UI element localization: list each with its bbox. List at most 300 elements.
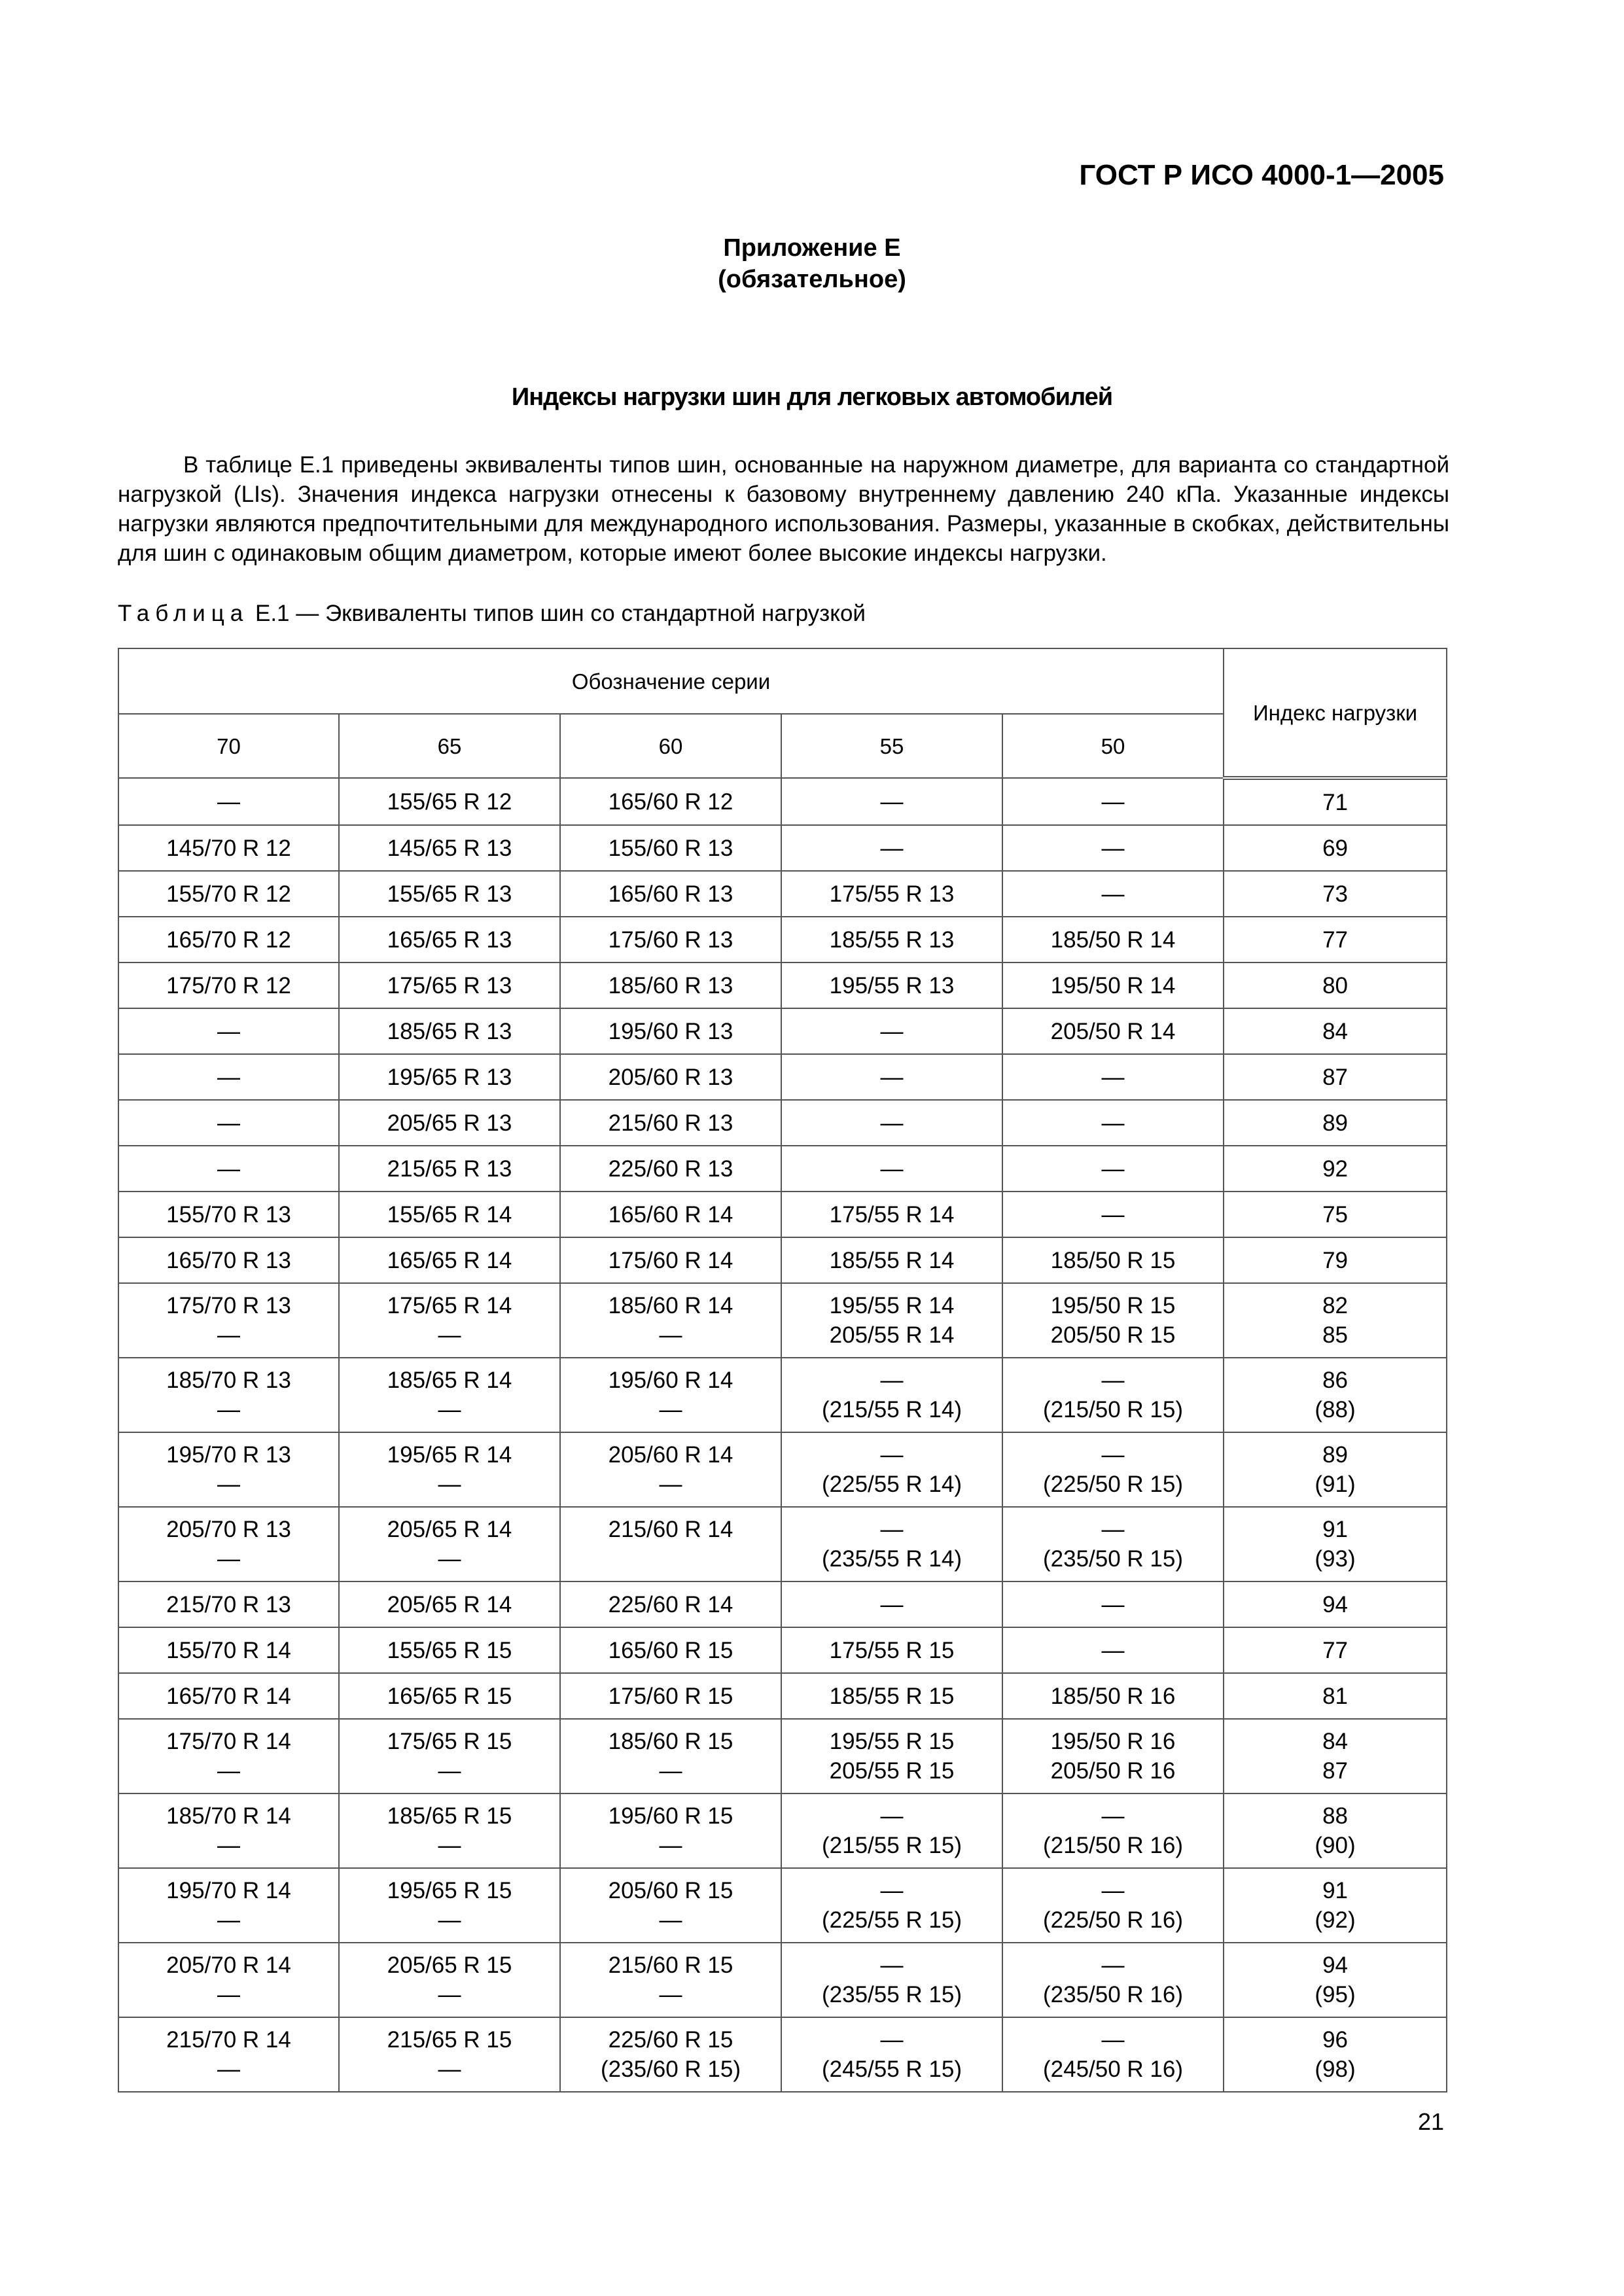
tire-size-cell bbox=[1002, 1673, 1224, 1719]
cell-line: (215/50 R 15) bbox=[1043, 1397, 1184, 1422]
cell-line: 92 bbox=[1322, 1156, 1348, 1182]
tire-size-cell bbox=[1002, 1283, 1224, 1358]
tire-size-cell bbox=[1002, 1432, 1224, 1507]
cell-line: 195/55 R 15 bbox=[829, 1729, 955, 1754]
tire-size-cell bbox=[781, 1358, 1002, 1432]
cell-line: — bbox=[1101, 1591, 1125, 1617]
cell-line: 185/65 R 14 bbox=[387, 1368, 512, 1393]
cell-line: 175/70 R 14 bbox=[166, 1729, 291, 1754]
tire-size-cell bbox=[560, 1100, 781, 1146]
tire-size-cell bbox=[1002, 825, 1224, 871]
load-index-cell bbox=[1224, 871, 1447, 917]
tire-size-cell bbox=[781, 1507, 1002, 1581]
table-row bbox=[118, 1146, 1447, 1192]
cell-line: 225/60 R 14 bbox=[608, 1591, 733, 1617]
cell-line: — bbox=[438, 1546, 461, 1572]
cell-line: 195/60 R 13 bbox=[608, 1018, 733, 1044]
table-row bbox=[118, 1507, 1447, 1581]
cell-line: 175/65 R 14 bbox=[387, 1293, 512, 1318]
tire-size-cell bbox=[339, 1719, 560, 1793]
cell-line: (215/55 R 14) bbox=[821, 1397, 962, 1422]
cell-line: — bbox=[217, 1472, 240, 1497]
tire-size-cell bbox=[781, 1283, 1002, 1358]
cell-line: (98) bbox=[1315, 2057, 1356, 2082]
cell-line: (235/55 R 15) bbox=[821, 1982, 962, 2007]
cell-line: 165/65 R 15 bbox=[387, 1683, 512, 1709]
cell-line: — bbox=[659, 1982, 682, 2007]
tire-size-cell bbox=[1002, 871, 1224, 917]
tire-size-cell bbox=[781, 1793, 1002, 1868]
cell-line: (225/50 R 16) bbox=[1043, 1907, 1184, 1933]
cell-line: — bbox=[217, 1397, 240, 1422]
cell-line: — bbox=[880, 2027, 904, 2053]
cell-line: 79 bbox=[1322, 1247, 1348, 1273]
cell-line: — bbox=[1101, 881, 1125, 907]
appendix-status: (обязательное) bbox=[718, 266, 906, 293]
cell-line: 155/70 R 14 bbox=[166, 1637, 291, 1663]
tire-size-cell bbox=[339, 1100, 560, 1146]
load-index-cell bbox=[1224, 1192, 1447, 1237]
tire-size-cell bbox=[560, 1673, 781, 1719]
cell-line: — bbox=[217, 1156, 240, 1182]
cell-line: 205/55 R 15 bbox=[829, 1758, 955, 1784]
cell-line: 165/70 R 13 bbox=[166, 1247, 291, 1273]
table-caption bbox=[118, 601, 866, 627]
cell-line: 155/65 R 13 bbox=[387, 881, 512, 907]
tire-size-cell bbox=[339, 963, 560, 1008]
tire-size-cell bbox=[339, 1008, 560, 1054]
cell-line: (88) bbox=[1315, 1397, 1356, 1422]
cell-line: — bbox=[1101, 1110, 1125, 1136]
tire-size-cell bbox=[560, 1358, 781, 1432]
tire-size-cell bbox=[781, 778, 1002, 825]
tire-size-cell bbox=[118, 1146, 339, 1192]
table-row bbox=[118, 1719, 1447, 1793]
tire-size-cell bbox=[339, 1581, 560, 1627]
cell-line: — bbox=[1101, 1201, 1125, 1227]
cell-line: 165/70 R 14 bbox=[166, 1683, 291, 1709]
load-index-cell bbox=[1224, 1008, 1447, 1054]
tire-size-cell bbox=[1002, 1146, 1224, 1192]
cell-line: 175/60 R 15 bbox=[608, 1683, 733, 1709]
cell-line: 69 bbox=[1322, 835, 1348, 861]
cell-line: — bbox=[438, 1397, 461, 1422]
tire-size-cell bbox=[339, 825, 560, 871]
tire-size-cell bbox=[781, 963, 1002, 1008]
cell-line: — bbox=[880, 1156, 904, 1182]
tire-size-cell bbox=[560, 963, 781, 1008]
table-row bbox=[118, 1627, 1447, 1673]
cell-line: 205/60 R 15 bbox=[608, 1878, 733, 1903]
cell-line: — bbox=[659, 1472, 682, 1497]
cell-line: (225/50 R 15) bbox=[1043, 1472, 1184, 1497]
cell-line: 205/50 R 14 bbox=[1050, 1018, 1176, 1044]
tire-size-cell bbox=[781, 1943, 1002, 2017]
tire-size-cell bbox=[339, 1283, 560, 1358]
tire-size-cell bbox=[339, 1507, 560, 1581]
cell-line: 77 bbox=[1322, 1637, 1348, 1663]
cell-line: 205/60 R 13 bbox=[608, 1064, 733, 1090]
load-index-cell bbox=[1224, 1581, 1447, 1627]
tire-size-cell bbox=[781, 1146, 1002, 1192]
tire-size-cell bbox=[118, 963, 339, 1008]
tire-size-cell bbox=[118, 1943, 339, 2017]
tire-size-cell bbox=[1002, 1581, 1224, 1627]
cell-line: — bbox=[880, 1368, 904, 1393]
cell-line: (235/50 R 15) bbox=[1043, 1546, 1184, 1572]
load-index-cell bbox=[1224, 1868, 1447, 1943]
tire-size-cell bbox=[560, 1581, 781, 1627]
cell-line: (235/50 R 16) bbox=[1043, 1982, 1184, 2007]
cell-line: 185/60 R 14 bbox=[608, 1293, 733, 1318]
cell-line: — bbox=[217, 1546, 240, 1572]
cell-line: — bbox=[880, 1517, 904, 1542]
cell-line: 205/65 R 15 bbox=[387, 1952, 512, 1978]
table-row bbox=[118, 1054, 1447, 1100]
tire-size-cell bbox=[781, 1192, 1002, 1237]
cell-line: — bbox=[438, 1982, 461, 2007]
table-row bbox=[118, 963, 1447, 1008]
load-index-cell bbox=[1224, 1358, 1447, 1432]
tire-size-cell bbox=[118, 871, 339, 917]
tire-size-cell bbox=[339, 1054, 560, 1100]
cell-line: 195/50 R 15 bbox=[1050, 1293, 1176, 1318]
cell-line: 215/65 R 13 bbox=[387, 1156, 512, 1182]
tire-size-cell bbox=[781, 1719, 1002, 1793]
cell-line: (93) bbox=[1315, 1546, 1356, 1572]
tire-size-cell bbox=[560, 1943, 781, 2017]
cell-line: 155/65 R 14 bbox=[387, 1201, 512, 1227]
tire-size-cell bbox=[560, 1868, 781, 1943]
cell-line: 195/50 R 14 bbox=[1050, 972, 1176, 998]
tire-size-cell bbox=[339, 1673, 560, 1719]
cell-line: 205/55 R 14 bbox=[829, 1322, 955, 1348]
cell-line: — bbox=[217, 1110, 240, 1136]
cell-line: 205/65 R 14 bbox=[387, 1591, 512, 1617]
load-index-cell bbox=[1224, 917, 1447, 963]
cell-line: 71 bbox=[1322, 789, 1348, 815]
cell-line: 175/65 R 15 bbox=[387, 1729, 512, 1754]
tire-size-cell bbox=[339, 1358, 560, 1432]
cell-line: 89 bbox=[1322, 1110, 1348, 1136]
cell-line: 84 bbox=[1322, 1729, 1348, 1754]
series-header: 65 bbox=[339, 714, 560, 778]
series-header: 50 bbox=[1002, 714, 1224, 778]
cell-line: — bbox=[217, 1322, 240, 1348]
cell-line: 165/60 R 15 bbox=[608, 1637, 733, 1663]
table-row bbox=[118, 1237, 1447, 1283]
cell-line: 215/70 R 13 bbox=[166, 1591, 291, 1617]
cell-line: 195/60 R 15 bbox=[608, 1803, 733, 1829]
cell-line: — bbox=[1101, 1368, 1125, 1393]
cell-line: (90) bbox=[1315, 1833, 1356, 1858]
tire-size-cell bbox=[118, 1283, 339, 1358]
intro-paragraph: В таблице Е.1 приведены эквиваленты типов шин, основанные на наружном диаметре, для варианта со стандартной нагрузкой (LIs). Значения индекса нагрузки отнесены к базовому внутреннему давлению 240 кПа. Указанные индексы нагрузки являются предпочтительными для международного использования. Размеры, указанные в скобках, действительны для шин с одинаковым общим диаметром, которые имеют более высокие индексы нагрузки. bbox=[118, 452, 1449, 566]
load-index-cell bbox=[1224, 825, 1447, 871]
cell-line: 195/70 R 14 bbox=[166, 1878, 291, 1903]
cell-line: 215/65 R 15 bbox=[387, 2027, 512, 2053]
cell-line: 175/55 R 15 bbox=[829, 1637, 955, 1663]
table-row bbox=[118, 1432, 1447, 1507]
cell-line: 215/60 R 15 bbox=[608, 1952, 733, 1978]
cell-line: — bbox=[217, 1064, 240, 1090]
table-row bbox=[118, 825, 1447, 871]
tire-size-cell bbox=[781, 1008, 1002, 1054]
tire-size-cell bbox=[560, 1627, 781, 1673]
tire-size-cell bbox=[118, 917, 339, 963]
tire-size-cell bbox=[1002, 1507, 1224, 1581]
cell-line: — bbox=[1101, 1878, 1125, 1903]
table-row bbox=[118, 1100, 1447, 1146]
load-index-cell bbox=[1224, 1054, 1447, 1100]
cell-line: 185/50 R 14 bbox=[1050, 927, 1176, 953]
tire-size-cell bbox=[339, 1793, 560, 1868]
cell-line: (225/55 R 15) bbox=[821, 1907, 962, 1933]
tire-size-cell bbox=[560, 1793, 781, 1868]
cell-line: 185/55 R 14 bbox=[829, 1247, 955, 1273]
page-number: 21 bbox=[1417, 2108, 1444, 2135]
cell-line: 195/65 R 13 bbox=[387, 1064, 512, 1090]
table-row bbox=[118, 1673, 1447, 1719]
cell-line: 155/70 R 13 bbox=[166, 1201, 291, 1227]
tire-size-cell bbox=[118, 1868, 339, 1943]
tire-size-cell bbox=[339, 1432, 560, 1507]
load-index-cell bbox=[1224, 1507, 1447, 1581]
annex-title: Индексы нагрузки шин для легковых автомобилей bbox=[511, 383, 1113, 411]
load-index-cell bbox=[1224, 1146, 1447, 1192]
tire-size-cell bbox=[118, 1673, 339, 1719]
cell-line: — bbox=[1101, 1517, 1125, 1542]
tire-size-cell bbox=[118, 1100, 339, 1146]
table-row bbox=[118, 1581, 1447, 1627]
tire-size-cell bbox=[781, 1100, 1002, 1146]
tire-size-cell bbox=[118, 1358, 339, 1432]
cell-line: 165/65 R 14 bbox=[387, 1247, 512, 1273]
cell-line: 155/70 R 12 bbox=[166, 881, 291, 907]
cell-line: 225/60 R 15 bbox=[608, 2027, 733, 2053]
cell-line: — bbox=[1101, 1156, 1125, 1182]
load-index-cell bbox=[1224, 1100, 1447, 1146]
cell-line: 195/60 R 14 bbox=[608, 1368, 733, 1393]
table-row bbox=[118, 1283, 1447, 1358]
cell-line: — bbox=[880, 1878, 904, 1903]
cell-line: — bbox=[217, 788, 240, 815]
tire-size-cell bbox=[339, 1627, 560, 1673]
cell-line: — bbox=[217, 1833, 240, 1858]
load-index-cell bbox=[1224, 778, 1447, 825]
cell-line: (225/55 R 14) bbox=[821, 1472, 962, 1497]
tire-size-cell bbox=[560, 1146, 781, 1192]
tire-size-cell bbox=[118, 1507, 339, 1581]
cell-line: — bbox=[217, 2057, 240, 2082]
load-index-cell bbox=[1224, 1943, 1447, 2017]
load-index-cell bbox=[1224, 1432, 1447, 1507]
cell-line: 88 bbox=[1322, 1803, 1348, 1829]
cell-line: 165/60 R 14 bbox=[608, 1201, 733, 1227]
cell-line: 84 bbox=[1322, 1018, 1348, 1044]
table-body bbox=[118, 778, 1447, 2092]
cell-line: (245/55 R 15) bbox=[821, 2057, 962, 2082]
tire-size-cell bbox=[560, 2017, 781, 2092]
tire-size-cell bbox=[118, 1719, 339, 1793]
tire-size-cell bbox=[118, 1627, 339, 1673]
cell-line: — bbox=[1101, 1803, 1125, 1829]
tire-size-cell bbox=[560, 1507, 781, 1581]
tire-size-cell bbox=[560, 917, 781, 963]
cell-line: 86 bbox=[1322, 1368, 1348, 1393]
tire-size-cell bbox=[781, 1673, 1002, 1719]
cell-line: — bbox=[1101, 2027, 1125, 2053]
cell-line: 185/65 R 15 bbox=[387, 1803, 512, 1829]
cell-line: — bbox=[659, 1758, 682, 1784]
tire-size-cell bbox=[781, 1054, 1002, 1100]
tire-size-cell bbox=[118, 1432, 339, 1507]
cell-line: 185/60 R 13 bbox=[608, 972, 733, 998]
cell-line: — bbox=[438, 2057, 461, 2082]
tire-size-cell bbox=[118, 1581, 339, 1627]
tire-size-cell bbox=[118, 825, 339, 871]
tire-size-cell bbox=[118, 1793, 339, 1868]
tire-size-cell bbox=[560, 1054, 781, 1100]
cell-line: (215/55 R 15) bbox=[821, 1833, 962, 1858]
cell-line: 165/70 R 12 bbox=[166, 927, 291, 953]
tire-size-cell bbox=[560, 1283, 781, 1358]
tire-size-cell bbox=[339, 778, 560, 825]
tire-size-cell bbox=[1002, 1054, 1224, 1100]
cell-line: 155/65 R 15 bbox=[387, 1637, 512, 1663]
cell-line: — bbox=[438, 1833, 461, 1858]
cell-line: 175/55 R 14 bbox=[829, 1201, 955, 1227]
cell-line: — bbox=[1101, 835, 1125, 861]
cell-line: (95) bbox=[1315, 1982, 1356, 2007]
cell-line: 205/65 R 14 bbox=[387, 1517, 512, 1542]
tire-size-cell bbox=[1002, 1237, 1224, 1283]
cell-line: 165/60 R 12 bbox=[608, 788, 733, 815]
cell-line: (245/50 R 16) bbox=[1043, 2057, 1184, 2082]
tire-size-cell bbox=[118, 1008, 339, 1054]
cell-line: 87 bbox=[1322, 1064, 1348, 1090]
cell-line: — bbox=[880, 788, 904, 815]
table-row bbox=[118, 871, 1447, 917]
tire-size-cell bbox=[339, 2017, 560, 2092]
tire-size-cell bbox=[1002, 917, 1224, 963]
table-row bbox=[118, 1868, 1447, 1943]
table-caption-text: Е.1 — Эквиваленты типов шин со стандартной нагрузкой bbox=[255, 601, 866, 626]
cell-line: 205/65 R 13 bbox=[387, 1110, 512, 1136]
tire-size-cell bbox=[339, 1868, 560, 1943]
load-index-cell bbox=[1224, 1627, 1447, 1673]
load-index-cell bbox=[1224, 963, 1447, 1008]
cell-line: 185/65 R 13 bbox=[387, 1018, 512, 1044]
cell-line: 94 bbox=[1322, 1952, 1348, 1978]
cell-line: — bbox=[438, 1472, 461, 1497]
cell-line: 165/60 R 13 bbox=[608, 881, 733, 907]
cell-line: — bbox=[438, 1907, 461, 1933]
series-header: 70 bbox=[118, 714, 339, 778]
tire-size-cell bbox=[1002, 2017, 1224, 2092]
tire-size-cell bbox=[560, 1719, 781, 1793]
appendix-title: Приложение Е bbox=[723, 234, 901, 262]
cell-line: 185/50 R 15 bbox=[1050, 1247, 1176, 1273]
cell-line: 185/60 R 15 bbox=[608, 1729, 733, 1754]
cell-line: — bbox=[880, 1110, 904, 1136]
cell-line: 81 bbox=[1322, 1683, 1348, 1709]
table-row bbox=[118, 778, 1447, 825]
tire-size-cell bbox=[118, 1237, 339, 1283]
cell-line: — bbox=[1101, 1952, 1125, 1978]
cell-line: 175/65 R 13 bbox=[387, 972, 512, 998]
cell-line: — bbox=[880, 1952, 904, 1978]
tire-size-cell bbox=[781, 871, 1002, 917]
load-index-header: Индекс нагрузки bbox=[1224, 648, 1447, 778]
cell-line: 89 bbox=[1322, 1442, 1348, 1468]
tire-size-cell bbox=[339, 1146, 560, 1192]
cell-line: 195/65 R 15 bbox=[387, 1878, 512, 1903]
table-row bbox=[118, 1943, 1447, 2017]
tire-size-cell bbox=[1002, 1793, 1224, 1868]
cell-line: 94 bbox=[1322, 1591, 1348, 1617]
tire-size-cell bbox=[1002, 963, 1224, 1008]
cell-line: 195/50 R 16 bbox=[1050, 1729, 1176, 1754]
tire-size-cell bbox=[1002, 1719, 1224, 1793]
tire-size-cell bbox=[781, 917, 1002, 963]
cell-line: 145/70 R 12 bbox=[166, 835, 291, 861]
cell-line: — bbox=[659, 1907, 682, 1933]
tire-size-cell bbox=[339, 1237, 560, 1283]
cell-line: 175/60 R 14 bbox=[608, 1247, 733, 1273]
cell-line: — bbox=[880, 835, 904, 861]
cell-line: 155/60 R 13 bbox=[608, 835, 733, 861]
cell-line: 195/55 R 14 bbox=[829, 1293, 955, 1318]
tire-size-cell bbox=[560, 871, 781, 917]
cell-line: — bbox=[217, 1982, 240, 2007]
cell-line: 85 bbox=[1322, 1322, 1348, 1348]
tire-size-cell bbox=[560, 1008, 781, 1054]
tire-size-cell bbox=[1002, 1943, 1224, 2017]
cell-line: 96 bbox=[1322, 2027, 1348, 2053]
tire-size-cell bbox=[781, 1237, 1002, 1283]
cell-line: 155/65 R 12 bbox=[387, 788, 512, 815]
table-row bbox=[118, 2017, 1447, 2092]
cell-line: 175/70 R 13 bbox=[166, 1293, 291, 1318]
cell-line: 80 bbox=[1322, 972, 1348, 998]
cell-line: — bbox=[217, 1758, 240, 1784]
load-index-cell bbox=[1224, 2017, 1447, 2092]
cell-line: (91) bbox=[1315, 1472, 1356, 1497]
tire-size-cell bbox=[560, 825, 781, 871]
load-index-cell bbox=[1224, 1793, 1447, 1868]
series-group-header: Обозначение серии bbox=[118, 648, 1224, 714]
cell-line: 195/70 R 13 bbox=[166, 1442, 291, 1468]
cell-line: 75 bbox=[1322, 1201, 1348, 1227]
cell-line: 185/55 R 15 bbox=[829, 1683, 955, 1709]
tire-size-cell bbox=[1002, 1358, 1224, 1432]
tire-size-cell bbox=[1002, 1192, 1224, 1237]
cell-line: 185/70 R 13 bbox=[166, 1368, 291, 1393]
table-row bbox=[118, 1793, 1447, 1868]
cell-line: (92) bbox=[1315, 1907, 1356, 1933]
cell-line: (235/60 R 15) bbox=[600, 2057, 741, 2082]
cell-line: — bbox=[659, 1833, 682, 1858]
cell-line: 145/65 R 13 bbox=[387, 835, 512, 861]
cell-line: 185/55 R 13 bbox=[829, 927, 955, 953]
cell-line: 205/50 R 16 bbox=[1050, 1758, 1176, 1784]
cell-line: — bbox=[1101, 788, 1125, 815]
cell-line: — bbox=[1101, 1442, 1125, 1468]
tire-size-cell bbox=[339, 917, 560, 963]
cell-line: — bbox=[1101, 1637, 1125, 1663]
tire-size-cell bbox=[560, 778, 781, 825]
